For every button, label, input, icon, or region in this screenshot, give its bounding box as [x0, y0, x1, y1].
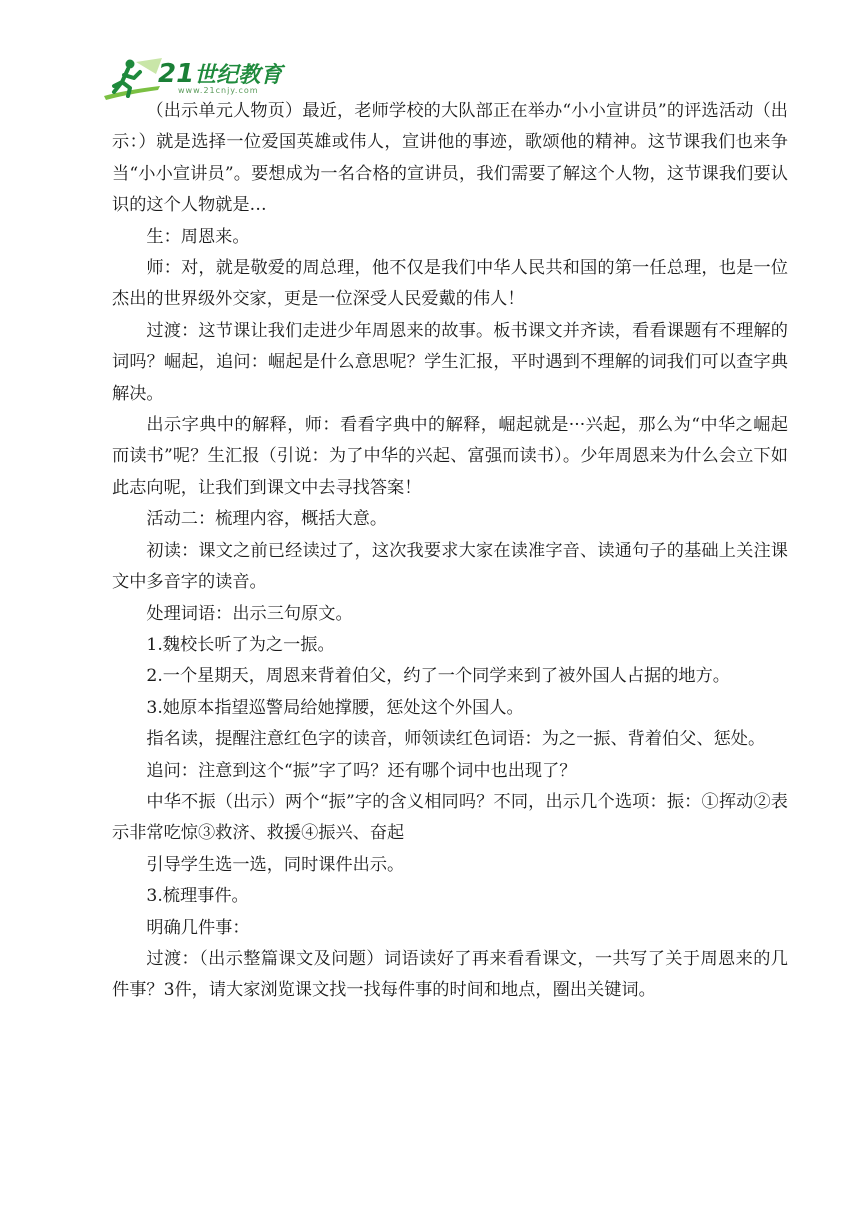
- paragraph: 3.梳理事件。: [146, 886, 249, 907]
- paragraph: 中华不振（出示）两个“振”字的含义相同吗？不同，出示几个选项：振：①挥动②表示非常吃惊③救济、救援④振兴、奋起: [112, 791, 788, 844]
- logo-wordmark: [158, 58, 282, 89]
- logo-number: 21: [158, 59, 195, 89]
- paragraph: 引导学生选一选，同时课件出示。: [146, 854, 405, 875]
- paragraph: 追问：注意到这个“振”字了吗？还有哪个词中也出现了？: [146, 760, 577, 781]
- paragraph: 过渡：（出示整篇课文及问题）词语读好了再来看看课文，一共写了关于周恩来的几件事？3件，请大家浏览课文找一找每件事的时间和地点，圈出关键词。: [112, 948, 788, 1001]
- paragraph: 过渡：这节课让我们走进少年周恩来的故事。板书课文并齐读，看看课题有不理解的词吗？崛起，追问：崛起是什么意思呢？学生汇报，平时遇到不理解的词我们可以查字典解决。: [112, 320, 788, 404]
- paragraph: 活动二：梳理内容，概括大意。: [146, 509, 388, 530]
- document-body: [112, 96, 788, 1007]
- paragraph: 1.魏校长听了为之一振。: [146, 634, 335, 655]
- paragraph: 2.一个星期天，周恩来背着伯父，约了一个同学来到了被外国人占据的地方。: [146, 666, 730, 687]
- paragraph: 指名读，提醒注意红色字的读音，师领读红色词语：为之一振、背着伯父、惩处。: [146, 729, 766, 750]
- paragraph: 出示字典中的解释，师：看看字典中的解释，崛起就是···兴起，那么为“中华之崛起而读书”呢？生汇报（引说：为了中华的兴起、富强而读书）。少年周恩来为什么会立下如此志向呢，让我们到课文中去寻找答案！: [112, 415, 788, 498]
- paragraph: 明确几件事：: [146, 917, 250, 938]
- paragraph: 师：对，就是敬爱的周总理，他不仅是我们中华人民共和国的第一任总理，也是一位杰出的世界级外交家，更是一位深受人民爱戴的伟人！: [112, 258, 788, 310]
- paragraph: 生：周恩来。: [146, 226, 250, 247]
- logo-url: www.21cnjy.com: [178, 86, 259, 95]
- paragraph: 处理词语：出示三句原文。: [146, 603, 353, 624]
- paragraph: 初读：课文之前已经读过了，这次我要求大家在读准字音、读通句子的基础上关注课文中多音字的读音。: [112, 540, 788, 593]
- logo-name: 世纪教育: [194, 63, 283, 88]
- paragraph: 3.她原本指望巡警局给她撑腰，惩处这个外国人。: [146, 697, 524, 718]
- paragraph: （出示单元人物页）最近，老师学校的大队部正在举办“小小宣讲员”的评选活动（出示：）就是选择一位爱国英雄或伟人，宣讲他的事迹，歌颂他的精神。这节课我们也来争当“小小宣讲员”。要想成为一名合格的宣讲员，我们需要了解这个人物，这节课我们要认识的这个人物就是…: [112, 101, 788, 216]
